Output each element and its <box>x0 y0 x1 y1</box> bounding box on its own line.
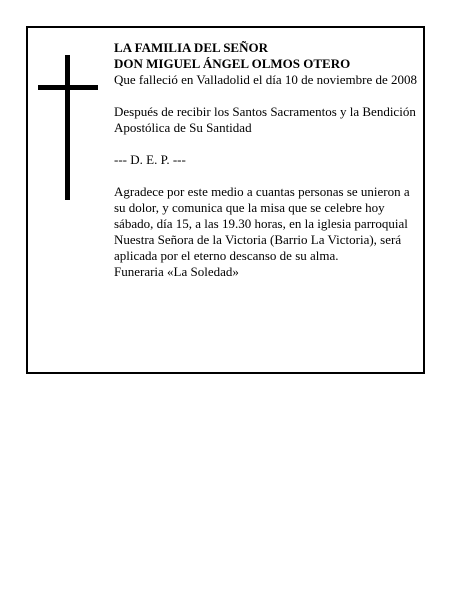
funeral-home: Funeraria «La Soledad» <box>114 264 239 279</box>
cross-icon <box>38 55 98 200</box>
thanks-text: Agradece por este medio a cuantas personas se unieron a su dolor, y comunica que la misa que se celebre hoy sábado, día 15, a las 19.30 horas, en la iglesia parroquial Nuestra Señora de la Victoria (Barrio La Victoria), será aplicada por el eterno descanso de su alma. <box>114 184 410 263</box>
cross-vertical-bar <box>65 55 70 200</box>
notice-text <box>114 40 420 280</box>
spacer <box>114 136 420 152</box>
obituary-notice <box>26 26 425 374</box>
death-info: Que falleció en Valladolid el día 10 de noviembre de 2008 <box>114 72 417 87</box>
rip-line: --- D. E. P. --- <box>114 152 186 167</box>
spacer <box>114 168 420 184</box>
spacer <box>114 88 420 104</box>
cross-horizontal-bar <box>38 85 98 90</box>
heading-family: LA FAMILIA DEL SEÑOR <box>114 40 268 55</box>
heading-deceased-name: DON MIGUEL ÁNGEL OLMOS OTERO <box>114 56 351 71</box>
sacraments-text: Después de recibir los Santos Sacramentos y la Bendición Apostólica de Su Santidad <box>114 104 416 135</box>
